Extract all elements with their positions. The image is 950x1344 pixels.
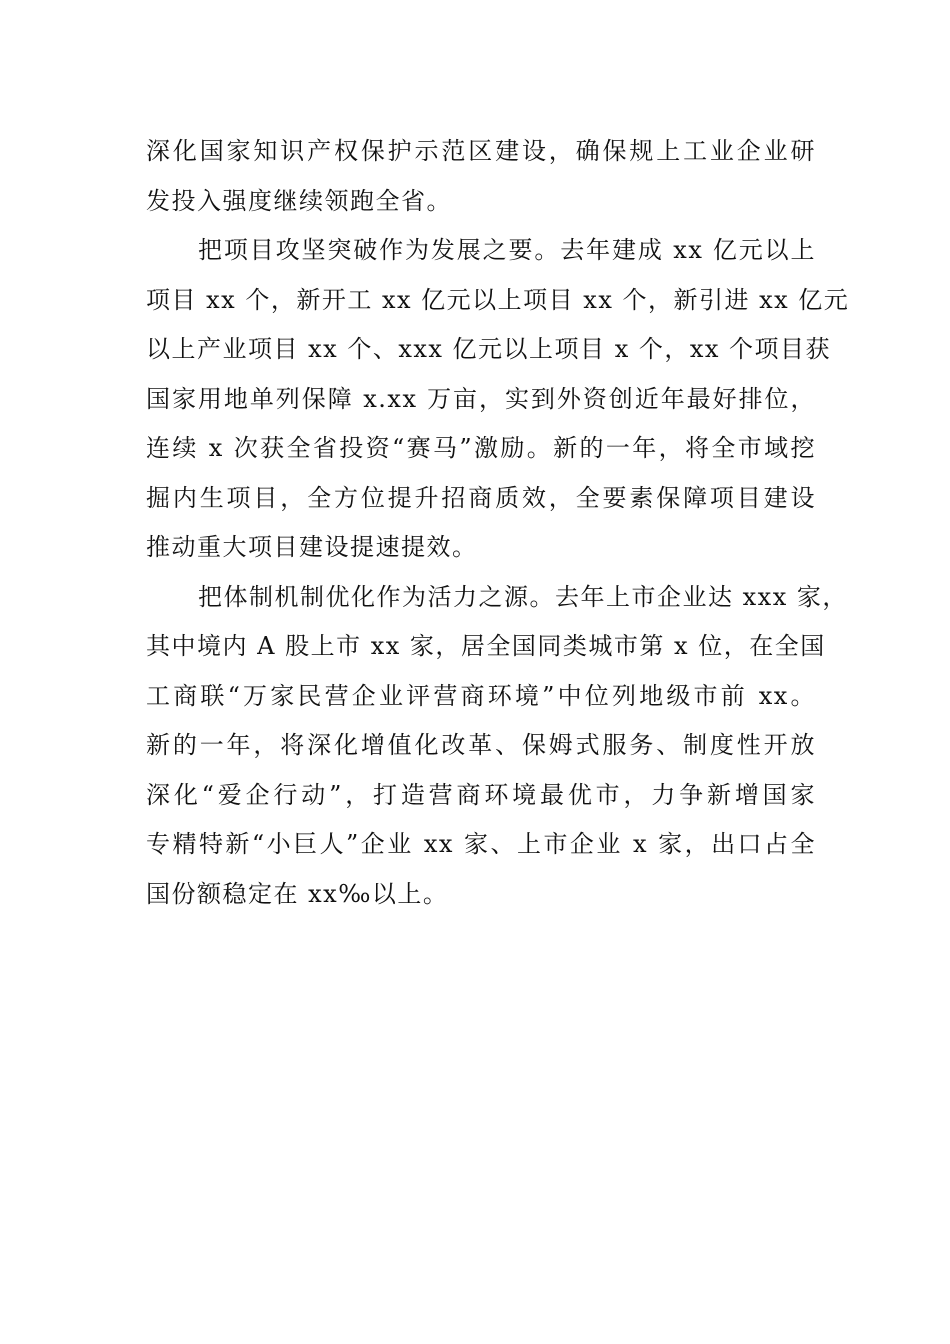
text-line: 项目 xx 个，新开工 xx 亿元以上项目 xx 个，新引进 xx 亿元 bbox=[146, 285, 850, 314]
document-body bbox=[146, 127, 850, 919]
text-line: 发投入强度继续领跑全省。 bbox=[146, 186, 452, 215]
text-line: 国家用地单列保障 x.xx 万亩，实到外资创近年最好排位， bbox=[146, 384, 816, 413]
text-line: 专精特新“小巨人”企业 xx 家、上市企业 x 家，出口占全 bbox=[146, 830, 816, 858]
text-line: 深化国家知识产权保护示范区建设，确保规上工业企业研 bbox=[146, 137, 816, 165]
text-line: 连续 x 次获全省投资“赛马”激励。新的一年，将全市域挖 bbox=[146, 434, 816, 462]
text-line: 把项目攻坚突破作为发展之要。去年建成 xx 亿元以上 bbox=[198, 236, 816, 264]
text-line: 掘内生项目，全方位提升招商质效，全要素保障项目建设 bbox=[146, 483, 816, 512]
paragraph-3 bbox=[146, 573, 848, 920]
text-line: 深化“爱企行动”，打造营商环境最优市，力争新增国家 bbox=[146, 780, 816, 809]
text-line: 推动重大项目建设提速提效。 bbox=[146, 533, 478, 561]
text-line: 把体制机制优化作为活力之源。去年上市企业达 xxx 家， bbox=[198, 582, 848, 611]
text-line: 工商联“万家民营企业评营商环境”中位列地级市前 xx。 bbox=[146, 681, 816, 710]
text-line: 新的一年，将深化增值化改革、保姆式服务、制度性开放 bbox=[146, 731, 816, 759]
paragraph-2 bbox=[146, 226, 850, 573]
text-line: 以上产业项目 xx 个、xxx 亿元以上项目 x 个，xx 个项目获 bbox=[146, 335, 832, 363]
paragraph-1 bbox=[146, 127, 816, 226]
text-line: 其中境内 A 股上市 xx 家，居全国同类城市第 x 位，在全国 bbox=[146, 632, 826, 660]
text-line: 国份额稳定在 xx‰以上。 bbox=[146, 879, 449, 908]
